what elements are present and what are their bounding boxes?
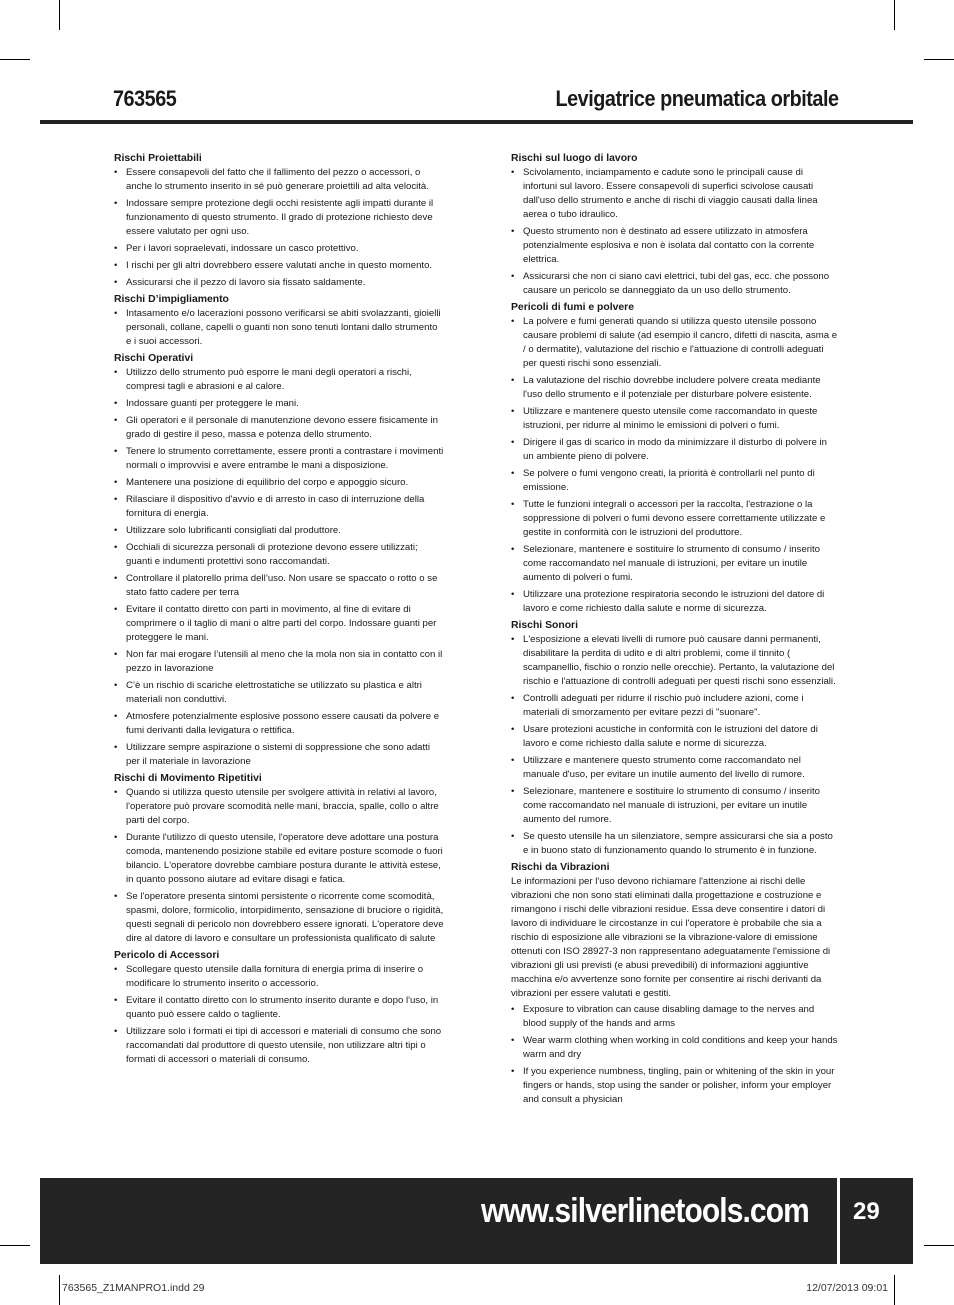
bullet-item: • Intasamento e/o lacerazioni possono verificarsi se abiti svolazzanti, gioielli personali, collane, capelli o guanti non sono tenuti lontani dallo strumento e i suoi accessori. — [114, 307, 444, 349]
bullet-item: • Quando si utilizza questo utensile per svolgere attività in relativi al lavoro, l'operatore può provare scomodità nelle mani, braccia, spalle, collo o altre parti del corpo. — [114, 786, 444, 828]
page-title: Levigatrice pneumatica orbitale — [555, 86, 839, 111]
header-divider — [40, 120, 913, 124]
bullet-item: • Usare protezioni acustiche in conformità con le istruzioni del datore di lavoro e come richiesto dalla salute e norme di sicurezza. — [511, 723, 838, 751]
right-column — [511, 152, 838, 1110]
section-heading: Pericoli di fumi e polvere — [511, 302, 634, 313]
bullet-item: • Non far mai erogare l’utensili al meno che la mola non sia in contatto con il pezzo in lavorazione — [114, 648, 444, 676]
product-code: 763565 — [113, 86, 177, 111]
bullet-item: • La polvere e fumi generati quando si utilizza questo utensile possono causare problemi di salute (ad esempio il cancro, difetti di nascita, asma e / o dermatite), valutazione del rischio e l'attuazione di controlli adeguati per questi rischi sono essenziali. — [511, 315, 838, 371]
bullet-item: • Wear warm clothing when working in cold conditions and keep your hands warm and dry — [511, 1034, 838, 1062]
website-url: www.silverlinetools.com — [481, 1192, 809, 1230]
bullet-item: • Per i lavori sopraelevati, indossare un casco protettivo. — [114, 242, 444, 256]
bullet-list — [511, 315, 838, 616]
crop-mark — [0, 59, 30, 60]
bullet-item: • Gli operatori e il personale di manutenzione devono essere fisicamente in grado di gestire il peso, massa e potenza dello strumento. — [114, 414, 444, 442]
crop-mark — [59, 0, 60, 30]
section — [114, 772, 444, 946]
bullet-item: • L'esposizione a elevati livelli di rumore può causare danni permanenti, disabilitare la perdita di udito e di altri problemi, come il tinnito ( scampanellio, fischio o ronzio nelle orecchie). Pertanto, la valutazione del rischio e l'attuazione di controlli adeguati per questi rischi sono essenziali. — [511, 633, 838, 689]
bullet-list — [511, 633, 838, 858]
section — [114, 352, 444, 769]
bullet-item: • Essere consapevoli del fatto che il fallimento del pezzo o accessori, o anche lo strumento inserito in sé può generare proiettili ad alta velocità. — [114, 166, 444, 194]
bullet-item: • Se l'operatore presenta sintomi persistente o ricorrente come scomodità, spasmi, dolore, formicolio, intorpidimento, sensazione di bruciore o rigidità, questi segnali di pericolo non dovrebbero essere ignorati. L'operatore deve dire al datore di lavoro e consultare un professionista qualificato di salute — [114, 890, 444, 946]
bullet-item: • Questo strumento non è destinato ad essere utilizzato in atmosfera potenzialmente esplosiva e non è isolata dal contatto con la corrente elettrica. — [511, 225, 838, 267]
bullet-item: • Scollegare questo utensile dalla fornitura di energia prima di inserire o modificare lo strumento inserito o accessorio. — [114, 963, 444, 991]
section-paragraph: Le informazioni per l'uso devono richiamare l'attenzione ai rischi delle vibrazioni che non sono stati eliminati dalla progettazione e costruzione e rimangono i rischi delle vibrazioni residue. Essa deve consentire i datori di lavoro di individuare le circostanze in cui l'operatore è probabile che sia a rischio di esposizione alle vibrazioni se la vibrazione-valore di emissione ottenuti con ISO 28927-3 non rappresentano adeguatamente l'emissione di vibrazioni gli usi previsti (e abusi prevedibili) di informazioni aggiuntive macchina e/o avvertenze sono fornite per consentire ai rischi derivanti da vibrazioni per essere valutati e gestiti. — [511, 876, 831, 999]
section-heading: Rischi da Vibrazioni — [511, 862, 610, 873]
section — [511, 152, 838, 298]
section-heading: Rischi Sonori — [511, 620, 578, 631]
bullet-item: • La valutazione del rischio dovrebbe includere polvere creata mediante l'uso dello strumento e il potenziale per disturbare polvere esistente. — [511, 374, 838, 402]
crop-mark — [924, 1245, 954, 1246]
bullet-list — [511, 166, 838, 298]
bullet-item: • Utilizzare solo i formati ei tipi di accessori e materiali di consumo che sono raccomandati dal produttore di questo utensile, non utilizzare altri tipi o formati di accessori o materiali di consumo. — [114, 1025, 444, 1067]
bullet-item: • Utilizzare solo lubrificanti consigliati dal produttore. — [114, 524, 444, 538]
bullet-item: • Controlli adeguati per ridurre il rischio può includere azioni, come i materiali di smorzamento per evitare pezzi di "suonare". — [511, 692, 838, 720]
bullet-item: • C’è un rischio di scariche elettrostatiche se utilizzato su plastica e altri materiali non conduttivi. — [114, 679, 444, 707]
section — [511, 619, 838, 858]
bullet-item: • Se polvere o fumi vengono creati, la priorità è controllarli nel punto di emissione. — [511, 467, 838, 495]
crop-mark — [894, 1275, 895, 1305]
bullet-list — [114, 366, 444, 769]
bullet-item: • Indossare sempre protezione degli occhi resistente agli impatti durante il funzionamento di questo strumento. Il grado di protezione richiesto deve essere valutato per ogni uso. — [114, 197, 444, 239]
left-column — [114, 152, 444, 1070]
bullet-list — [114, 307, 444, 349]
bullet-item: • Evitare il contatto diretto con lo strumento inserito durante e dopo l'uso, in quanto può essere caldo o tagliente. — [114, 994, 444, 1022]
bullet-item: • Dirigere il gas di scarico in modo da minimizzare il disturbo di polvere in un ambiente pieno di polvere. — [511, 436, 838, 464]
crop-mark — [0, 1245, 30, 1246]
section — [114, 293, 444, 349]
section — [114, 949, 444, 1067]
crop-mark — [894, 0, 895, 30]
section — [511, 861, 838, 1107]
section-heading: Rischi D’impigliamento — [114, 294, 229, 305]
bullet-item: • Tenere lo strumento correttamente, essere pronti a contrastare i movimenti normali o improvvisi e avere entrambe le mani a disposizione. — [114, 445, 444, 473]
section-heading: Rischi Proiettabili — [114, 153, 202, 164]
section-heading: Pericolo di Accessori — [114, 950, 220, 961]
bullet-item: • Se questo utensile ha un silenziatore, sempre assicurarsi che sia a posto e in buono stato di funzionamento quando lo strumento è in funzione. — [511, 830, 838, 858]
bullet-item: • Rilasciare il dispositivo d'avvio e di arresto in caso di interruzione della fornitura di energia. — [114, 493, 444, 521]
section — [511, 301, 838, 616]
bullet-list — [114, 786, 444, 946]
bullet-item: • Indossare guanti per proteggere le mani. — [114, 397, 444, 411]
bullet-item: • Atmosfere potenzialmente esplosive possono essere causati da polvere e fumi derivanti dalla levigatura o rettifica. — [114, 710, 444, 738]
bullet-item: • Durante l'utilizzo di questo utensile, l'operatore deve adottare una postura comoda, mantenendo posizione stabile ed evitare posture scomode o fuori bilancio. L'operatore dovrebbe cambiare postura durante le attività estese, in quanto possono aiutare ad evitare disagi e fatica. — [114, 831, 444, 887]
crop-mark — [924, 59, 954, 60]
date-slug: 12/07/2013 09:01 — [806, 1282, 888, 1294]
section-heading: Rischi Operativi — [114, 353, 194, 364]
bullet-item: • Assicurarsi che il pezzo di lavoro sia fissato saldamente. — [114, 276, 444, 290]
bullet-list — [114, 963, 444, 1067]
bullet-item: • Assicurarsi che non ci siano cavi elettrici, tubi del gas, ecc. che possono causare un pericolo se danneggiato da un uso dello strumento. — [511, 270, 838, 298]
bullet-item: • Evitare il contatto diretto con parti in movimento, al fine di evitare di comprimere o il taglio di mani o altre parti del corpo. Indossare guanti per proteggere le mani. — [114, 603, 444, 645]
section — [114, 152, 444, 290]
section-heading: Rischi sul luogo di lavoro — [511, 153, 638, 164]
bullet-item: • I rischi per gli altri dovrebbero essere valutati anche in questo momento. — [114, 259, 444, 273]
bullet-list — [511, 1003, 838, 1107]
bullet-item: • Controllare il platorello prima dell’uso. Non usare se spaccato o rotto o se stato fatto cadere per terra — [114, 572, 444, 600]
bullet-item: • Selezionare, mantenere e sostituire lo strumento di consumo / inserito come raccomandato nel manuale di istruzioni, per evitare un inutile aumento del rumore. — [511, 785, 838, 827]
bullet-item: • Tutte le funzioni integrali o accessori per la raccolta, l'estrazione o la soppressione di polveri o fumi devono essere correttamente utilizzate e gestite in conformità con le istruzioni del produttore. — [511, 498, 838, 540]
bullet-item: • Utilizzare una protezione respiratoria secondo le istruzioni del datore di lavoro e come richiesto dalla salute e norme di sicurezza. — [511, 588, 838, 616]
bullet-item: • Exposure to vibration can cause disabling damage to the nerves and blood supply of the hands and arms — [511, 1003, 838, 1031]
footer-separator — [837, 1178, 840, 1264]
file-slug: 763565_Z1MANPRO1.indd 29 — [62, 1282, 205, 1294]
bullet-item: • Mantenere una posizione di equilibrio del corpo e appoggio sicuro. — [114, 476, 444, 490]
bullet-item: • Utilizzare sempre aspirazione o sistemi di soppressione che sono adatti per il materiale in lavorazione — [114, 741, 444, 769]
bullet-item: • If you experience numbness, tingling, pain or whitening of the skin in your fingers or hands, stop using the sander or polisher, inform your employer and consult a physician — [511, 1065, 838, 1107]
bullet-item: • Occhiali di sicurezza personali di protezione devono essere utilizzati; guanti e indumenti protettivi sono raccomandati. — [114, 541, 444, 569]
bullet-list — [114, 166, 444, 290]
bullet-item: • Utilizzo dello strumento può esporre le mani degli operatori a rischi, compresi tagli e abrasioni e al calore. — [114, 366, 444, 394]
page-number: 29 — [853, 1198, 880, 1225]
bullet-item: • Utilizzare e mantenere questo strumento come raccomandato nel manuale d'uso, per evitare un inutile aumento del livello di rumore. — [511, 754, 838, 782]
bullet-item: • Selezionare, mantenere e sostituire lo strumento di consumo / inserito come raccomandato nel manuale di istruzioni, per evitare un inutile aumento di polveri o fumi. — [511, 543, 838, 585]
crop-mark — [59, 1275, 60, 1305]
bullet-item: • Utilizzare e mantenere questo utensile come raccomandato in queste istruzioni, per ridurre al minimo le emissioni di polveri o fumi. — [511, 405, 838, 433]
section-heading: Rischi di Movimento Ripetitivi — [114, 773, 262, 784]
bullet-item: • Scivolamento, inciampamento e cadute sono le principali cause di infortuni sul lavoro. Essere consapevoli di superfici scivolose causati dall'uso dello strumento e anche di rischi di viaggio causati dalla linea aerea o tubo idraulico. — [511, 166, 838, 222]
